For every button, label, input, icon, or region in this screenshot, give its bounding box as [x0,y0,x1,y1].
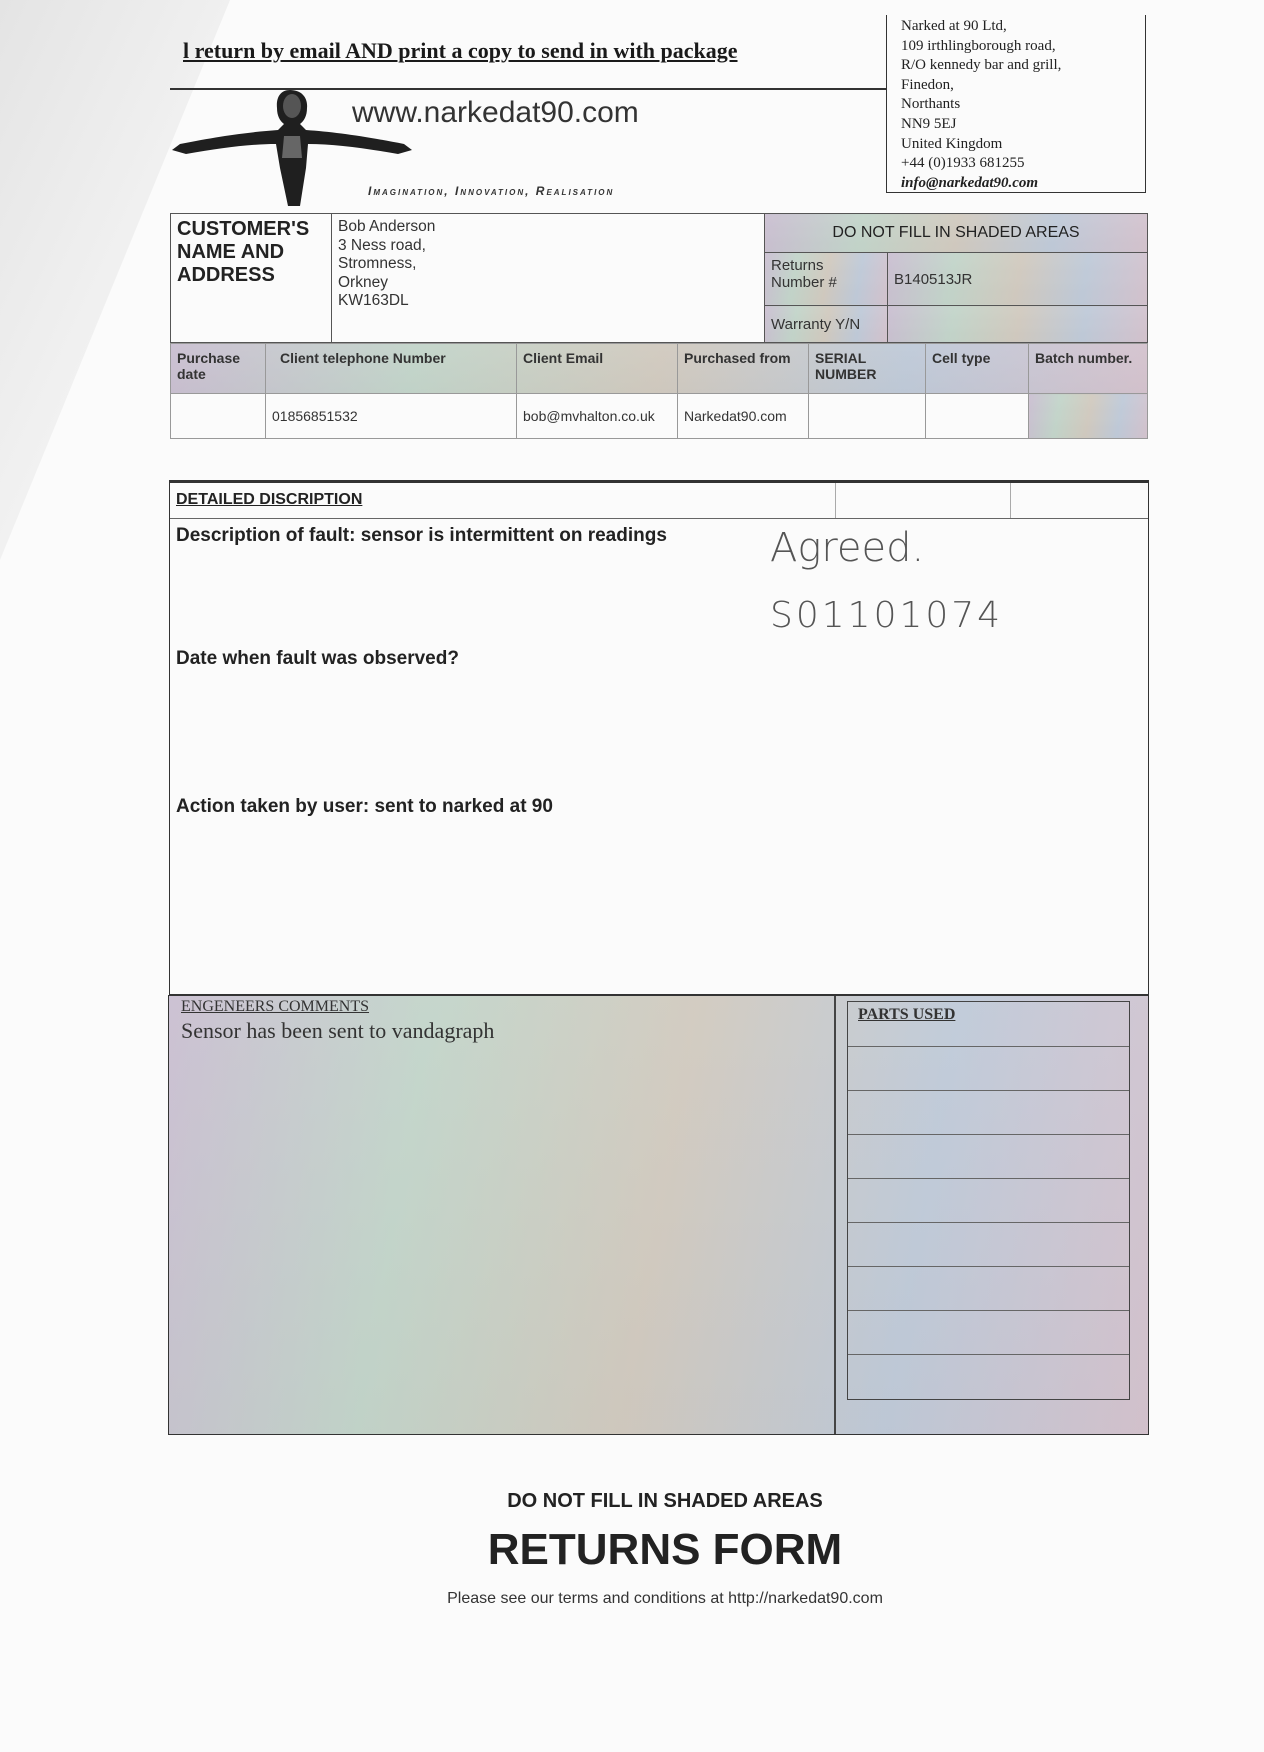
company-line: Narked at 90 Ltd, [901,18,1007,34]
col-cell-type: Cell type [926,344,1029,394]
header-instruction: l return by email AND print a copy to send in with package [183,38,738,63]
company-line: 109 irthlingborough road, [901,37,1056,54]
warranty-label: Warranty Y/N [765,306,888,343]
fault-date-question[interactable]: Date when fault was observed? [176,648,459,669]
customer-label [171,214,332,343]
cell-client-email[interactable]: bob@mvhalton.co.uk [517,394,678,439]
fault-description[interactable]: Description of fault: sensor is intermittent on readings [176,525,667,546]
parts-row-line [848,1134,1129,1135]
header-divider [835,483,836,518]
customer-address [332,214,765,343]
company-email: info@narkedat90.com [901,174,1039,191]
col-purchased-from: Purchased from [678,344,809,394]
form-title: RETURNS FORM [487,1525,843,1574]
parts-row-line [848,1310,1129,1311]
cell-client-telephone[interactable]: 01856851532 [266,394,517,439]
description-title: DETAILED DISCRIPTION [176,491,363,508]
address-line: 3 Ness road, [338,236,426,254]
address-line: KW163DL [338,292,409,309]
purchase-table [170,343,1148,439]
tagline: Imagination, Innovation, Realisation [368,184,615,198]
footer-shaded-note: DO NOT FILL IN SHADED AREAS [507,1490,823,1512]
warranty-value[interactable] [888,306,1148,343]
parts-row-line [848,1266,1129,1267]
description-header [170,483,1148,519]
section-divider [834,996,836,1434]
shaded-heading: DO NOT FILL IN SHADED AREAS [765,214,1148,253]
col-purchase-date: Purchase date [171,344,266,394]
company-line: Northants [901,96,961,113]
company-address-box [886,15,1146,193]
company-line: R/O kennedy bar and grill, [901,57,1062,74]
company-line: +44 (0)1933 681255 [901,155,1025,172]
company-line: United Kingdom [901,135,1003,152]
user-action[interactable]: Action taken by user: sent to narked at 90 [176,796,553,817]
cell-cell-type[interactable] [926,394,1029,439]
cell-serial-number[interactable] [809,394,926,439]
parts-row-line [848,1222,1129,1223]
parts-row-line [848,1090,1129,1091]
cell-batch-number[interactable] [1029,394,1148,439]
returns-number-label: Returns Number # [765,252,888,305]
description-section [169,480,1149,995]
address-line: Stromness, [338,255,417,272]
company-line: NN9 5EJ [901,115,957,132]
parts-row-line [848,1046,1129,1047]
parts-row-line [848,1354,1129,1355]
returns-number-value[interactable]: B140513JR [888,252,1148,305]
company-line: Finedon, [901,76,954,93]
handwritten-code: S01101074 [770,595,1004,636]
website-url: www.narkedat90.com [352,96,639,129]
terms-link[interactable]: Please see our terms and conditions at http://narkedat90.com [447,1590,883,1607]
cell-purchased-from[interactable]: Narkedat90.com [678,394,809,439]
cell-purchase-date[interactable] [171,394,266,439]
handwritten-agreed: Agreed. [770,525,925,571]
parts-used-title: PARTS USED [858,1006,956,1023]
engineers-comment[interactable]: Sensor has been sent to vandagraph [181,1018,495,1043]
customer-table [170,213,1148,343]
engineers-section [168,995,1149,1435]
parts-used-table [847,1001,1130,1400]
engineers-title: ENGENEERS COMMENTS [181,998,370,1015]
col-batch-number: Batch number. [1029,344,1148,394]
col-serial-number: SERIAL NUMBER [809,344,926,394]
address-line: Bob Anderson [338,218,436,235]
address-line: Orkney [338,273,388,291]
col-client-telephone: Client telephone Number [266,344,517,394]
parts-row-line [848,1178,1129,1179]
col-client-email: Client Email [517,344,678,394]
customer-label-text: CUSTOMER'S NAME AND ADDRESS [177,218,310,286]
header-divider [1010,483,1011,518]
